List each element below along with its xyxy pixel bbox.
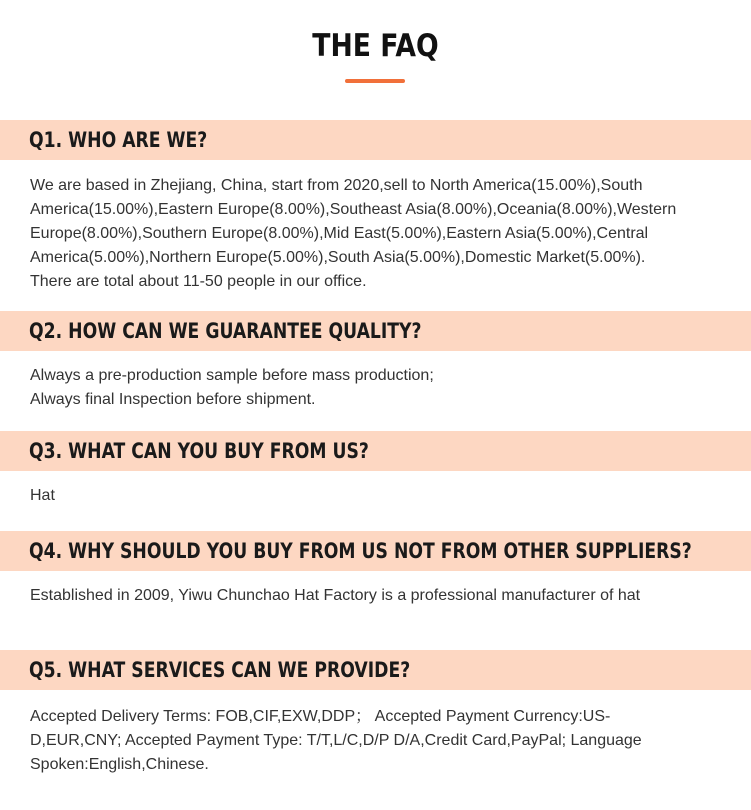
faq-question-3: Q3. WHAT CAN YOU BUY FROM US?	[29, 439, 369, 463]
faq-answer-1-line: There are total about 11-50 people in our office.	[30, 273, 367, 290]
faq-answer-4-line: Established in 2009, Yiwu Chunchao Hat Factory is a professional manufacturer of hat	[30, 587, 641, 604]
faq-answer-1-line: Europe(8.00%),Southern Europe(8.00%),Mid East(5.00%),Eastern Asia(5.00%),Central	[30, 225, 649, 242]
faq-question-band-4	[0, 531, 751, 571]
faq-question-4: Q4. WHY SHOULD YOU BUY FROM US NOT FROM OTHER SUPPLIERS?	[29, 539, 692, 563]
faq-answer-1-line: America(5.00%),Northern Europe(5.00%),South Asia(5.00%),Domestic Market(5.00%).	[30, 249, 646, 266]
faq-question-band-1	[0, 120, 751, 160]
faq-answer-1-line: We are based in Zhejiang, China, start from 2020,sell to North America(15.00%),South	[30, 177, 643, 194]
faq-answer-2	[30, 364, 730, 412]
faq-question-2: Q2. HOW CAN WE GUARANTEE QUALITY?	[29, 319, 422, 343]
title-underline	[345, 79, 405, 83]
faq-question-band-5	[0, 650, 751, 690]
faq-answer-2-line: Always final Inspection before shipment.	[30, 391, 316, 408]
page-title: THE FAQ	[312, 28, 439, 64]
faq-answer-5	[30, 705, 730, 777]
faq-answer-3	[30, 484, 730, 508]
faq-question-band-3	[0, 431, 751, 471]
faq-answer-1	[30, 174, 730, 294]
faq-answer-5-line: D,EUR,CNY; Accepted Payment Type: T/T,L/C,D/P D/A,Credit Card,PayPal; Language	[30, 732, 642, 749]
faq-answer-5-line: Spoken:English,Chinese.	[30, 756, 209, 773]
faq-question-band-2	[0, 311, 751, 351]
faq-answer-1-line: America(15.00%),Eastern Europe(8.00%),Southeast Asia(8.00%),Oceania(8.00%),Western	[30, 201, 677, 218]
faq-answer-5-line: Accepted Delivery Terms: FOB,CIF,EXW,DDP； Accepted Payment Currency:US-	[30, 708, 611, 725]
faq-answer-4	[30, 584, 730, 608]
faq-answer-3-line: Hat	[30, 487, 55, 504]
faq-question-5: Q5. WHAT SERVICES CAN WE PROVIDE?	[29, 658, 411, 682]
faq-answer-2-line: Always a pre-production sample before mass production;	[30, 367, 434, 384]
faq-question-1: Q1. WHO ARE WE?	[29, 128, 208, 152]
